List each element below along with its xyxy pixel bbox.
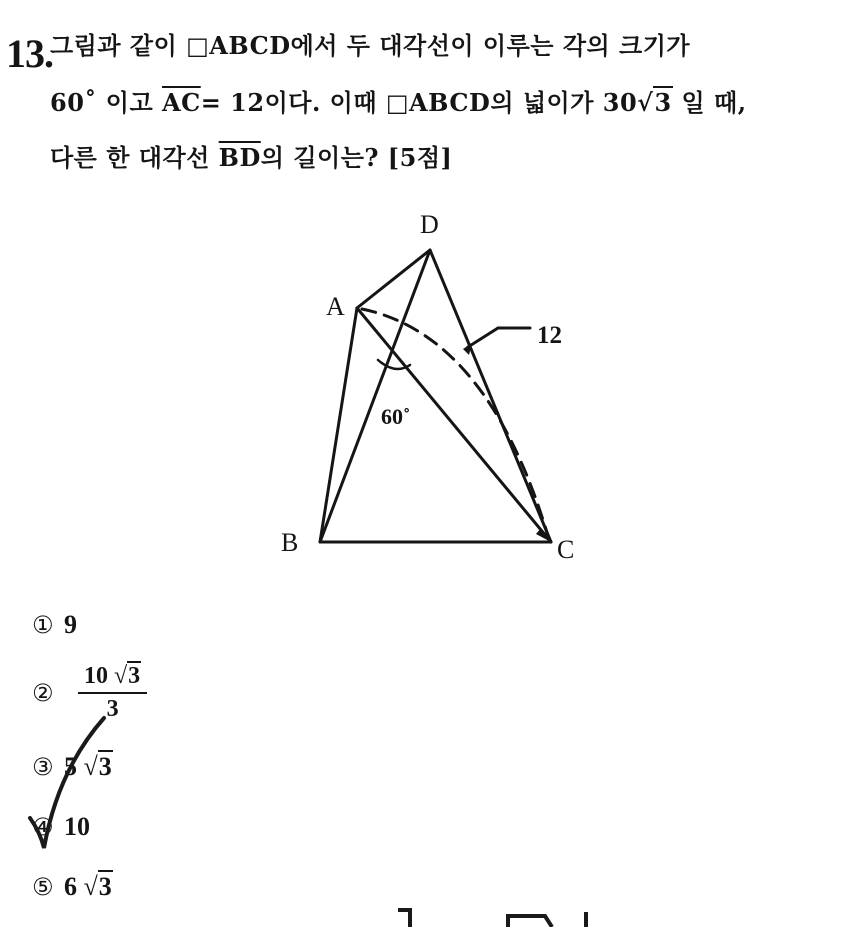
choice-2-mark: ②: [32, 679, 54, 707]
vertex-label-d: D: [420, 210, 439, 239]
choice-3-sqrt: √: [83, 752, 98, 781]
side-cd: [430, 250, 551, 542]
vertex-label-c: C: [557, 535, 575, 564]
choice-3[interactable]: [32, 752, 113, 782]
question-line3-a: 다른 한 대각선: [50, 143, 219, 172]
choice-5-sqrt: √: [83, 872, 98, 901]
length-leader: [468, 328, 498, 347]
question-number: 13.: [6, 31, 53, 76]
question-line3-b: 의 길이는? [5점]: [260, 143, 453, 172]
choice-1-mark: ①: [32, 611, 54, 639]
choice-5-coef: 6: [64, 872, 77, 901]
choice-4-value: 10: [64, 812, 90, 841]
choice-5[interactable]: [32, 872, 113, 902]
question-line2-c: 일 때,: [672, 88, 747, 117]
question-line2-a: 60˚ 이고: [50, 88, 162, 117]
question-line1: 그림과 같이 □ABCD에서 두 대각선이 이루는 각의 크기가: [50, 31, 691, 60]
choice-4[interactable]: [32, 812, 90, 842]
sqrt-symbol: √: [637, 88, 654, 117]
vertex-label-a: A: [326, 292, 345, 321]
vertex-label-b: B: [281, 528, 299, 557]
choice-2-denominator: 3: [106, 696, 119, 722]
sqrt-radicand: 3: [654, 88, 672, 117]
choice-2-sqrt: √: [114, 663, 128, 689]
choice-5-radicand: 3: [98, 872, 112, 901]
segment-bd: $\overline{BD}$: [218, 143, 261, 172]
choice-2-numerator: 10: [84, 663, 108, 689]
choice-2-radicand: 3: [128, 663, 141, 689]
choice-2[interactable]: [32, 663, 147, 723]
choice-1[interactable]: [32, 610, 77, 640]
question-line2-b: = 12이다. 이때 □ABCD의 넓이가 30: [200, 88, 638, 117]
side-ab: [320, 308, 357, 542]
choice-3-mark: ③: [32, 753, 54, 781]
choice-2-numerator-line: [78, 663, 147, 694]
choice-3-radicand: 3: [98, 752, 112, 781]
length-label: 12: [537, 322, 562, 349]
segment-ac: $\overline{AC}$: [161, 88, 201, 117]
choice-1-value: 9: [64, 610, 77, 639]
choice-3-coef: 5: [64, 752, 77, 781]
choice-5-mark: ⑤: [32, 873, 54, 901]
choice-2-fraction: [78, 663, 147, 723]
choice-4-mark: ④: [32, 813, 54, 841]
angle-label: 60˚: [381, 404, 411, 429]
